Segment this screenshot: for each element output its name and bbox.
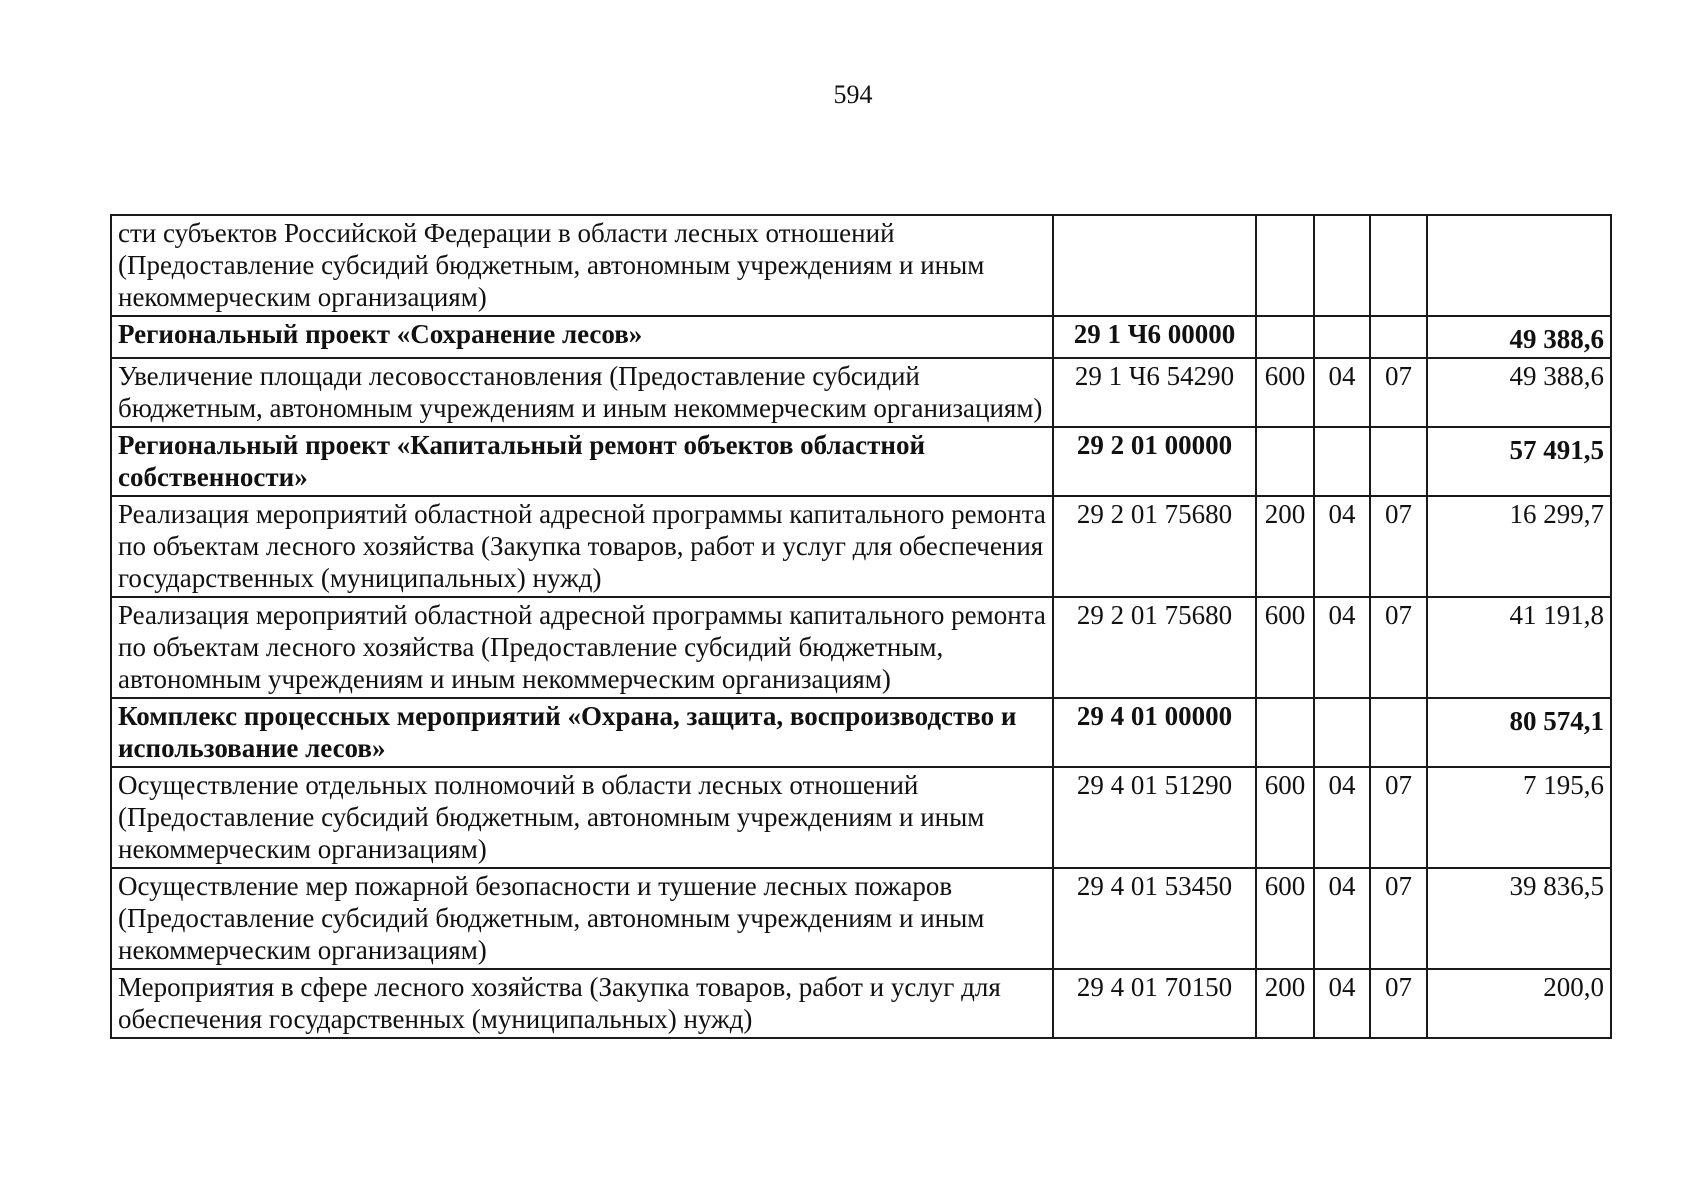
row-name: Увеличение площади лесовосстановления (Предоставление субсидий бюджетным, автономным учреждениям и иным некоммерческим организациям)	[111, 358, 1053, 427]
row-expense-type: 200	[1256, 969, 1314, 1038]
table-row	[111, 767, 1611, 868]
row-section	[1314, 316, 1370, 358]
row-subsection: 07	[1370, 358, 1427, 427]
row-amount: 39 836,5	[1427, 868, 1611, 969]
row-name: Осуществление мер пожарной безопасности и тушение лесных пожаров (Предоставление субсидий бюджетным, автономным учреждениям и иным некоммерческим организациям)	[111, 868, 1053, 969]
row-expense-type: 600	[1256, 358, 1314, 427]
row-subsection: 07	[1370, 496, 1427, 597]
row-expense-type	[1256, 316, 1314, 358]
row-target-article: 29 2 01 75680	[1053, 597, 1256, 698]
page-number: 594	[833, 80, 873, 109]
row-name: сти субъектов Российской Федерации в области лесных отношений (Предоставление субсидий бюджетным, автономным учреждениям и иным некоммерческим организациям)	[111, 215, 1053, 316]
row-section: 04	[1314, 496, 1370, 597]
row-section: 04	[1314, 868, 1370, 969]
row-expense-type: 600	[1256, 767, 1314, 868]
table-row	[111, 215, 1611, 316]
table-row	[111, 427, 1611, 496]
row-section: 04	[1314, 767, 1370, 868]
table-row	[111, 358, 1611, 427]
row-amount	[1427, 215, 1611, 316]
row-target-article: 29 4 01 00000	[1053, 698, 1256, 767]
row-amount: 41 191,8	[1427, 597, 1611, 698]
row-target-article: 29 4 01 70150	[1053, 969, 1256, 1038]
row-amount: 200,0	[1427, 969, 1611, 1038]
table-row	[111, 316, 1611, 358]
row-amount: 57 491,5	[1427, 427, 1611, 496]
row-subsection: 07	[1370, 767, 1427, 868]
row-target-article: 29 4 01 53450	[1053, 868, 1256, 969]
row-subsection: 07	[1370, 868, 1427, 969]
row-expense-type: 200	[1256, 496, 1314, 597]
row-name: Осуществление отдельных полномочий в области лесных отношений (Предоставление субсидий бюджетным, автономным учреждениям и иным некоммерческим организациям)	[111, 767, 1053, 868]
row-section: 04	[1314, 597, 1370, 698]
row-expense-type: 600	[1256, 868, 1314, 969]
row-target-article: 29 2 01 75680	[1053, 496, 1256, 597]
row-amount: 80 574,1	[1427, 698, 1611, 767]
row-target-article	[1053, 215, 1256, 316]
row-subsection	[1370, 215, 1427, 316]
row-target-article: 29 1 Ч6 54290	[1053, 358, 1256, 427]
table-row	[111, 597, 1611, 698]
row-name: Комплекс процессных мероприятий «Охрана, защита, воспроизводство и использование лесов»	[111, 698, 1053, 767]
table-row	[111, 496, 1611, 597]
row-section	[1314, 427, 1370, 496]
row-expense-type: 600	[1256, 597, 1314, 698]
row-subsection: 07	[1370, 969, 1427, 1038]
row-expense-type	[1256, 215, 1314, 316]
row-amount: 16 299,7	[1427, 496, 1611, 597]
row-subsection	[1370, 698, 1427, 767]
row-subsection	[1370, 427, 1427, 496]
row-subsection	[1370, 316, 1427, 358]
row-name: Региональный проект «Капитальный ремонт объектов областной собственности»	[111, 427, 1053, 496]
row-amount: 7 195,6	[1427, 767, 1611, 868]
budget-table	[110, 214, 1612, 1039]
row-name: Региональный проект «Сохранение лесов»	[111, 316, 1053, 358]
row-section: 04	[1314, 969, 1370, 1038]
row-target-article: 29 4 01 51290	[1053, 767, 1256, 868]
row-section: 04	[1314, 358, 1370, 427]
row-section	[1314, 698, 1370, 767]
row-expense-type	[1256, 698, 1314, 767]
table-row	[111, 969, 1611, 1038]
row-amount: 49 388,6	[1427, 316, 1611, 358]
row-name: Мероприятия в сфере лесного хозяйства (Закупка товаров, работ и услуг для обеспечения государственных (муниципальных) нужд)	[111, 969, 1053, 1038]
row-section	[1314, 215, 1370, 316]
row-amount: 49 388,6	[1427, 358, 1611, 427]
row-expense-type	[1256, 427, 1314, 496]
table-row	[111, 868, 1611, 969]
row-subsection: 07	[1370, 597, 1427, 698]
row-name: Реализация мероприятий областной адресной программы капитального ремонта по объектам лесного хозяйства (Закупка товаров, работ и услуг для обеспечения государственных (муниципальных) нужд)	[111, 496, 1053, 597]
row-name: Реализация мероприятий областной адресной программы капитального ремонта по объектам лесного хозяйства (Предоставление субсидий бюджетным, автономным учреждениям и иным некоммерческим организациям)	[111, 597, 1053, 698]
row-target-article: 29 1 Ч6 00000	[1053, 316, 1256, 358]
row-target-article: 29 2 01 00000	[1053, 427, 1256, 496]
table-row	[111, 698, 1611, 767]
